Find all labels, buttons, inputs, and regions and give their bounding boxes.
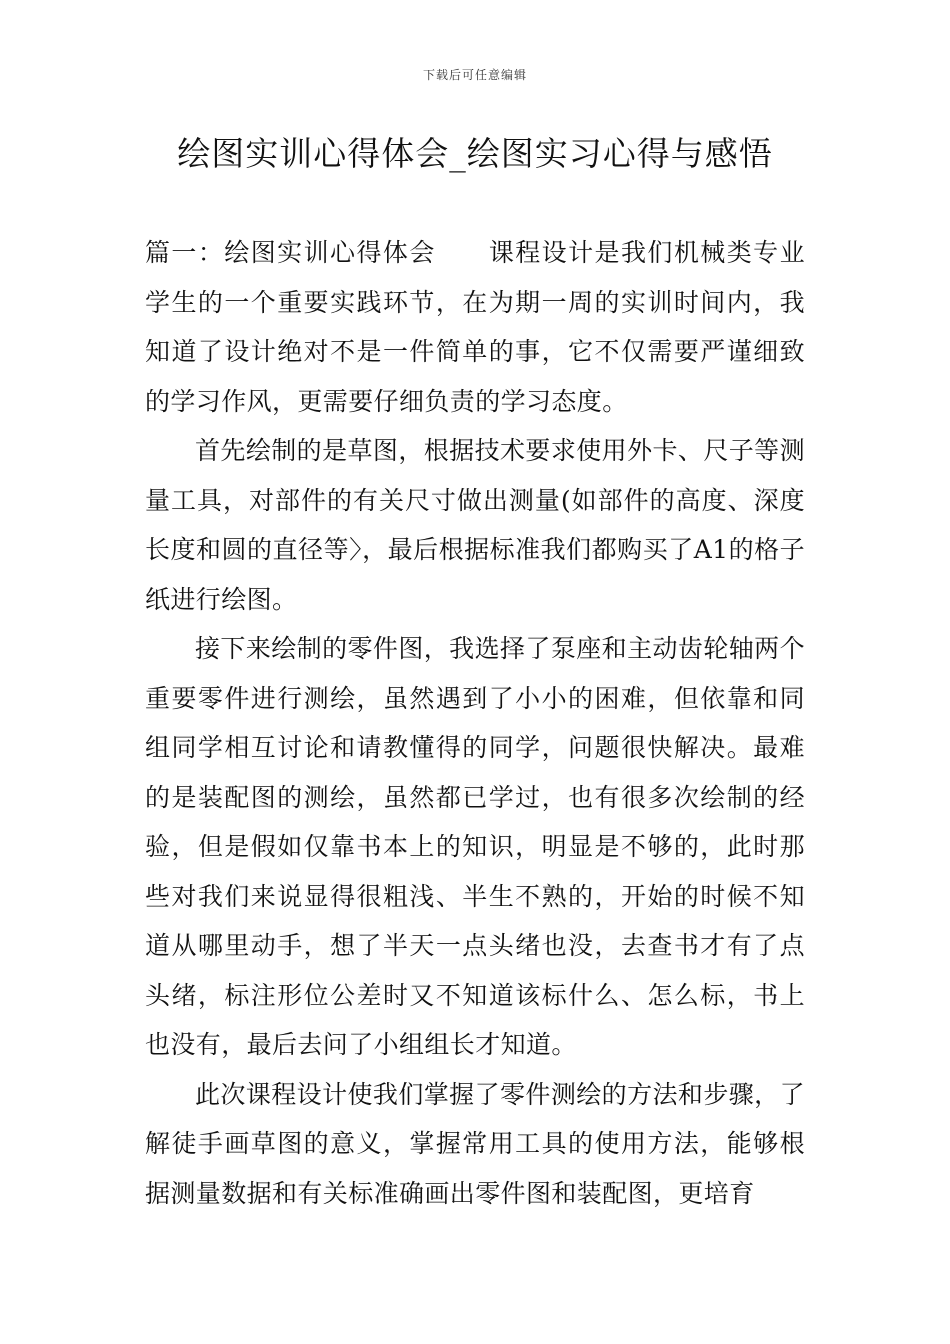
paragraph-2: 首先绘制的是草图，根据技术要求使用外卡、尺子等测量工具，对部件的有关尺寸做出测量(如部件的高度、深度长度和圆的直径等〉，最后根据标准我们都购买了A1的格子纸进行绘图。 <box>145 436 805 614</box>
header-note: 下载后可任意编辑 <box>422 68 527 82</box>
paragraph-4: 此次课程设计使我们掌握了零件测绘的方法和步骤，了解徒手画草图的意义，掌握常用工具的使用方法，能够根据测量数据和有关标准确画出零件图和装配图，更培育 <box>145 1079 805 1208</box>
paragraph-1 <box>145 228 805 426</box>
section-heading: 篇一：绘图实训心得体会 <box>145 238 436 267</box>
paragraph-1-text: 课程设计是我们机械类专业学生的一个重要实践环节，在为期一周的实训时间内，我知道了设计绝对不是一件简单的事，它不仅需要严谨细致的学习作风，更需要仔细负责的学习态度。 <box>145 238 805 416</box>
document-body <box>145 228 805 1218</box>
page-title: 绘图实训心得体会_绘图实习心得与感悟 <box>177 134 773 173</box>
paragraph-3: 接下来绘制的零件图，我选择了泵座和主动齿轮轴两个重要零件进行测绘，虽然遇到了小小的困难，但依靠和同组同学相互讨论和请教懂得的同学，问题很快解决。最难的是装配图的测绘，虽然都已学过，也有很多次绘制的经验，但是假如仅靠书本上的知识，明显是不够的，此时那些对我们来说显得很粗浅、半生不熟的，开始的时候不知道从哪里动手，想了半天一点头绪也没，去查书才有了点头绪，标注形位公差时又不知道该标什么、怎么标，书上也没有，最后去问了小组组长才知道。 <box>145 634 805 1059</box>
